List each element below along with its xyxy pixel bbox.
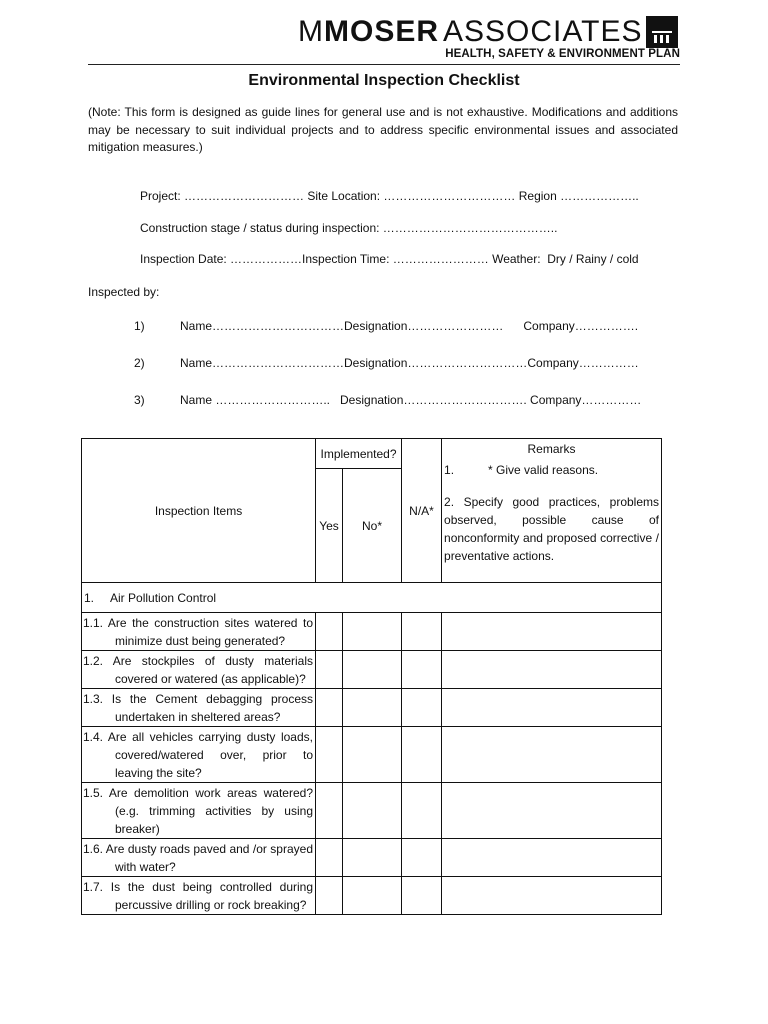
remarks-cell[interactable] (442, 877, 662, 915)
yes-cell[interactable] (316, 613, 343, 651)
remark-1-text: * Give valid reasons. (488, 463, 599, 477)
table-row (82, 839, 662, 877)
inspector-1-fields[interactable]: Name……………………………Designation…………………… Company……………. (180, 319, 639, 333)
table-row (82, 877, 662, 915)
table-row (82, 651, 662, 689)
remarks-cell[interactable] (442, 727, 662, 783)
remark-2-text: Specify good practices, problems observed, possible cause of nonconformity and proposed corrective / preventative actions. (444, 495, 660, 563)
inspection-table (81, 438, 662, 915)
yes-cell[interactable] (316, 783, 343, 839)
remarks-cell[interactable] (442, 689, 662, 727)
table-row (82, 689, 662, 727)
brand-subtitle: HEALTH, SAFETY & ENVIRONMENT PLAN (445, 48, 680, 60)
item-1-7: 1.7. Is the dust being controlled during percussive drilling or rock breaking? (82, 877, 316, 915)
table-row (82, 613, 662, 651)
item-1-6: 1.6. Are dusty roads paved and /or sprayed with water? (82, 839, 316, 877)
na-cell[interactable] (402, 877, 442, 915)
no-cell[interactable] (343, 689, 402, 727)
item-1-1: 1.1. Are the construction sites watered to minimize dust being generated? (82, 613, 316, 651)
remarks-header: Remarks (527, 442, 576, 456)
logo-mark-icon (646, 16, 678, 48)
remarks-cell[interactable] (442, 651, 662, 689)
table-row (82, 727, 662, 783)
brand-part-associates: ASSOCIATES (443, 15, 643, 48)
remarks-guidance (442, 459, 661, 565)
remarks-cell[interactable] (442, 783, 662, 839)
item-1-3: 1.3. Is the Cement debagging process undertaken in sheltered areas? (82, 689, 316, 727)
item-1-5: 1.5. Are demolition work areas watered? (e.g. trimming activities by using breaker) (82, 783, 316, 839)
yes-header: Yes (316, 469, 343, 583)
no-header: No* (343, 469, 402, 583)
no-cell[interactable] (343, 877, 402, 915)
remarks-header-cell (442, 439, 662, 583)
na-cell[interactable] (402, 613, 442, 651)
remarks-cell[interactable] (442, 839, 662, 877)
inspector-3-fields[interactable]: Name ……………………….. Designation…………………………. Company…………… (180, 393, 642, 407)
inspector-1-number: 1) (134, 319, 145, 333)
inspected-by-label: Inspected by: (88, 285, 160, 299)
inspection-date-field[interactable]: Inspection Date: ………………Inspection Time: …………………… Weather: Dry / Rainy / cold (140, 252, 639, 266)
yes-cell[interactable] (316, 689, 343, 727)
yes-cell[interactable] (316, 651, 343, 689)
brand-part-moser: MOSER (324, 15, 440, 48)
yes-cell[interactable] (316, 727, 343, 783)
na-header: N/A* (402, 439, 442, 583)
page-title: Environmental Inspection Checklist (248, 72, 520, 89)
no-cell[interactable] (343, 613, 402, 651)
na-cell[interactable] (402, 651, 442, 689)
inspector-2-number: 2) (134, 356, 145, 370)
implemented-header: Implemented? (316, 439, 402, 469)
brand-name (298, 14, 643, 50)
inspector-2-fields[interactable]: Name……………………………Designation…………………………Company…………… (180, 356, 639, 370)
remarks-cell[interactable] (442, 613, 662, 651)
na-cell[interactable] (402, 783, 442, 839)
construction-stage-field[interactable]: Construction stage / status during inspection: …………………………………….. (140, 221, 558, 235)
item-1-4: 1.4. Are all vehicles carrying dusty loads, covered/watered over, prior to leaving the site? (82, 727, 316, 783)
no-cell[interactable] (343, 839, 402, 877)
item-1-2: 1.2. Are stockpiles of dusty materials covered or watered (as applicable)? (82, 651, 316, 689)
brand-part-m: M (298, 15, 324, 48)
na-cell[interactable] (402, 839, 442, 877)
project-field[interactable]: Project: ………………………… Site Location: …………………………… Region ……………….. (140, 189, 639, 203)
table-row (82, 783, 662, 839)
yes-cell[interactable] (316, 839, 343, 877)
yes-cell[interactable] (316, 877, 343, 915)
inspection-items-header: Inspection Items (82, 439, 316, 583)
company-logo (298, 14, 680, 64)
inspector-3-number: 3) (134, 393, 145, 407)
na-cell[interactable] (402, 689, 442, 727)
no-cell[interactable] (343, 783, 402, 839)
no-cell[interactable] (343, 727, 402, 783)
form-note: (Note: This form is designed as guide lines for general use and is not exhaustive. Modifications and additions may be necessary to suit individual projects and to address specific environmental issues and associated mitigation measures.) (88, 105, 678, 154)
header-divider (88, 64, 680, 65)
remark-2-number: 2. (444, 495, 455, 509)
section-air-pollution-control: 1. Air Pollution Control (82, 583, 662, 613)
remark-1-number: 1. (444, 463, 455, 477)
na-cell[interactable] (402, 727, 442, 783)
no-cell[interactable] (343, 651, 402, 689)
